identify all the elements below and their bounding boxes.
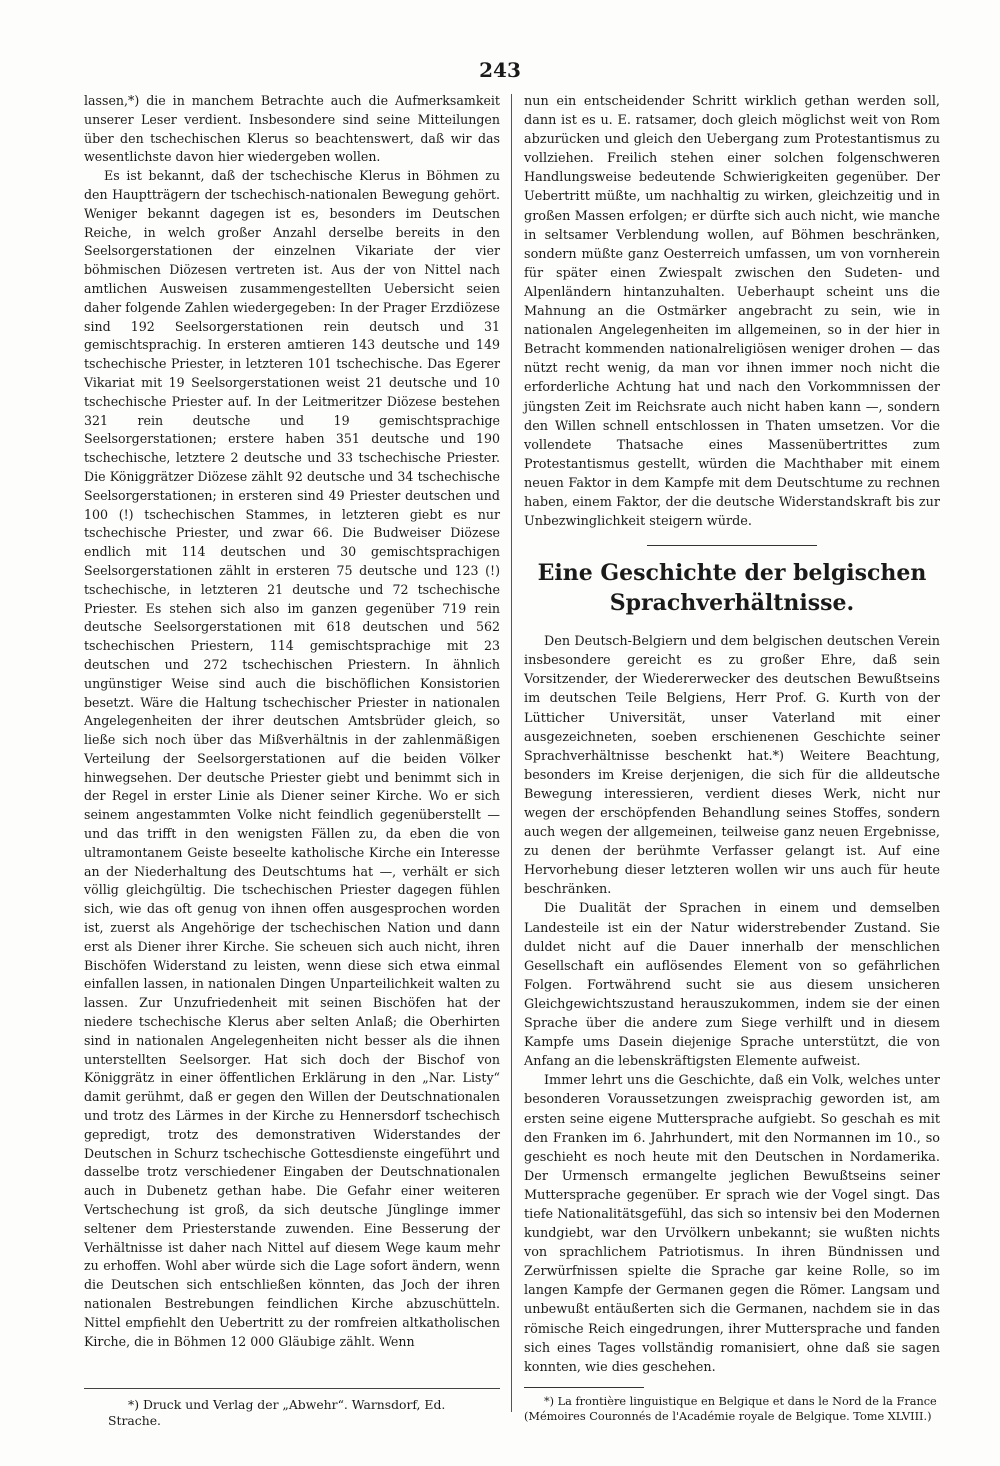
right-paragraph-1: Den Deutsch-Belgiern und dem belgischen deutschen Verein insbesondere gereicht es zu großer Ehre, daß sein Vorsitzender, der Wiedererwecker des deutschen Bewußtseins im deutschen Teile Belgiens, Herr Prof. G. Kurth von der Lütticher Universität, unser Vaterland mit einer ausgezeichneten, soeben erschienenen Geschichte seiner Sprachverhältnisse beschenkt hat.*) Weitere Beachtung, besonders im Kreise derjenigen, die sich für die alldeutsche Bewegung interessieren, verdient dieses Werk, nicht nur wegen der erschöpfenden Behandlung seines Stoffes, sondern auch wegen der allgemeinen, teilweise ganz neuen Ergebnisse, zu denen der berühmte Verfasser gelangt ist. Auf eine Hervorhebung dieser letzteren wollen wir uns auch für heute beschränken. <box>524 634 940 898</box>
right-paragraph-2: Die Dualität der Sprachen in einem und demselben Landesteile ist ein der Natur widerstrebender Zustand. Sie duldet nicht auf die Dauer innerhalb der menschlichen Gesellschaft ein auflösendes Element von so gefährlichen Folgen. Fortwährend sucht sie aus diesem unsicheren Gleichgewichtszustand herauszukommen, indem sie der einen Sprache über die andere zum Siege verhilft und in diesem Kampfe ums Dasein diejenige Sprache unterstützt, die von Anfang an die lebenskräftigsten Elemente aufweist. <box>524 901 940 1070</box>
page-number: 243 <box>479 58 521 82</box>
left-footnote-rule <box>84 1388 500 1389</box>
column-divider <box>511 94 512 1412</box>
footnote-rule <box>524 1387 644 1388</box>
headline-line-2: Sprachverhältnisse. <box>609 590 855 617</box>
right-column <box>524 92 940 1424</box>
left-column <box>84 92 500 1351</box>
left-footnote: *) Druck und Verlag der „Abwehr“. Warnsdorf, Ed. Strache. <box>108 1397 446 1428</box>
right-footnote: *) La frontière linguistique en Belgique et dans le Nord de la France (Mémoires Couronnés de l'Académie royale de Belgique. Tome XLVIII.) <box>524 1394 937 1423</box>
headline-line-1: Eine Geschichte der belgischen <box>537 560 927 587</box>
left-paragraph-1: lassen,*) die in manchem Betrachte auch die Aufmerksamkeit unserer Leser verdient. Insbesondere sind seine Mitteilungen über den tschechischen Klerus so beachtenswert, daß wir das wesentlichste davon hier wiedergeben wollen. <box>84 93 500 165</box>
headline-rule <box>647 545 817 546</box>
right-intro-paragraph: nun ein entscheidender Schritt wirklich gethan werden soll, dann ist es u. E. ratsamer, doch gleich möglichst weit von Rom abzurücken und gleich den Uebergang zum Protestantismus zu vollziehen. Freilich stehen einer solchen folgenschweren Handlungsweise bedeutende Schwierigkeiten gegenüber. Der Uebertritt müßte, um nachhaltig zu wirken, gleichzeitig und in großen Massen erfolgen; er dürfte sich auch nicht, wie manche in seltsamer Verblendung wollen, auf Böhmen beschränken, sondern müßte ganz Oesterreich umfassen, um von vornherein für später einen Zwiespalt zwischen den Sudeten- und Alpenländern hintanzuhalten. Ueberhaupt scheint uns die Mahnung an die Ostmärker angebracht zu sein, wie in nationalen Angelegenheiten im allgemeinen, so in der hier in Betracht kommenden nationalreligiösen weniger drohen — das nützt recht wenig, da man vor ihnen immer noch nicht die erforderliche Achtung hat und nach den Vorkommnissen der jüngsten Zeit im Reichsrate auch nicht haben kann —, sondern den Willen schnell entschlossen in Thaten umsetzen. Vor die vollendete Thatsache eines Massenübertrittes zum Protestantismus gestellt, würden die Machthaber mit einem neuen Faktor in dem Kampfe mit dem Deutschtume zu rechnen haben, einem Faktor, der die deutsche Widerstandskraft bis zur Unbezwinglichkeit steigern würde. <box>524 94 940 530</box>
right-paragraph-3: Immer lehrt uns die Geschichte, daß ein Volk, welches unter besonderen Voraussetzungen zweisprachig geworden ist, am ersten seine eigene Muttersprache aufgiebt. So geschah es mit den Franken im 6. Jahrhundert, mit den Normannen im 10., so geschieht es noch heute mit den Deutschen in Nordamerika. Der Urmensch ermangelte jeglichen Bewußtseins seiner Muttersprache gegenüber. Er sprach wie der Vogel singt. Das tiefe Nationalitätsgefühl, das sich so intensiv bei den Modernen kundgiebt, war den Urvölkern unbekannt; sie wußten nichts von sprachlichem Patriotismus. In ihren Bündnissen und Zerwürfnissen spielte die Sprache gar keine Rolle, so im langen Kampfe der Germanen gegen die Römer. Langsam und unbewußt entäußerten sich die Germanen, nachdem sie in das römische Reich eingedrungen, ihrer Muttersprache und fanden sich eines Tages vollständig romanisiert, ohne daß sie sagen konnten, wie dies geschehen. <box>524 1073 940 1375</box>
left-paragraph-2: Es ist bekannt, daß der tschechische Klerus in Böhmen zu den Hauptträgern der tschechisch-nationalen Bewegung gehört. Weniger bekannt dagegen ist es, besonders im Deutschen Reiche, in welch großer Anzahl derselbe bereits in den Seelsorgerstationen der einzelnen Vikariate der vier böhmischen Diözesen vertreten ist. Aus der von Nittel nach amtlichen Ausweisen zusammengestellten Uebersicht seien daher folgende Zahlen wiedergegeben: In der Prager Erzdiözese sind 192 Seelsorgerstationen rein deutsch und 31 gemischtsprachig. In ersteren amtieren 143 deutsche und 149 tschechische Priester, in letzteren 101 tschechische. Das Egerer Vikariat mit 19 Seelsorgerstationen weist 21 deutsche und 10 tschechische Priester auf. In der Leitmeritzer Diözese bestehen 321 rein deutsche und 19 gemischtsprachige Seelsorgerstationen; erstere haben 351 deutsche und 190 tschechische, letztere 2 deutsche und 33 tschechische Priester. Die Königgrätzer Diözese zählt 92 deutsche und 34 tschechische Seelsorgerstationen; in ersteren sind 49 Priester deutschen und 100 (!) tschechischen Stammes, in letzteren giebt es nur tschechische Priester, und zwar 66. Die Budweiser Diözese endlich mit 114 deutschen und 30 gemischtsprachigen Seelsorgerstationen zählt in ersteren 75 deutsche und 123 (!) tschechische, in letzteren 21 deutsche und 72 tschechische Priester. Es stehen sich also im ganzen gegenüber 719 rein deutsche Seelsorgerstationen mit 618 deutschen und 562 tschechischen Priestern, 114 gemischtsprachige mit 23 deutschen und 272 tschechischen Priestern. In ähnlich ungünstiger Weise sind auch die bischöflichen Konsistorien besetzt. Wäre die Haltung tschechischer Priester in nationalen Angelegenheiten der ihrer deutschen Amtsbrüder gleich, so ließe sich noch über das Mißverhältnis in der zahlenmäßigen Verteilung der Seelsorgerstationen auf die beiden Völker hinwegsehen. Der deutsche Priester giebt und benimmt sich in der Regel in erster Linie als Diener seiner Kirche. Wo er sich seinem angestammten Volke nicht feindlich gegenüberstellt — und das trifft in den wenigsten Fällen zu, da eben die von ultramontanem Geiste beseelte katholische Kirche ein Interesse an der Niederhaltung des Deutschtums hat —, verhält er sich völlig gleichgültig. Die tschechischen Priester dagegen fühlen sich, wie das oft genug von ihnen offen ausgesprochen worden ist, zuerst als Angehörige der tschechischen Nation und dann erst als Diener ihrer Kirche. Sie scheuen sich auch nicht, ihren Bischöfen Widerstand zu leisten, wenn diese sich etwa einmal einfallen lassen, in nationalen Dingen Unparteilichkeit walten zu lassen. Zur Unzufriedenheit mit seinen Bischöfen hat der niedere tschechische Klerus aber selten Anlaß; die Oberhirten sind in nationalen Angelegenheiten nicht besser als die ihnen unterstellten Seelsorger. Hat sich doch der Bischof von Königgrätz in einer öffentlichen Erklärung in den „Nar. Listy“ damit gerühmt, daß er gegen den Willen der Deutschnationalen und trotz des Lärmes in der Kirche zu Hennersdorf tschechisch gepredigt, trotz des demonstrativen Widerstandes der Deutschen in Schurz tschechische Gottesdienste eingeführt und dasselbe trotz verschiedener Eingaben der Deutschnationalen auch in Dubenetz gethan habe. Die Gefahr einer weiteren Vertschechung ist groß, da sich deutsche Jünglinge immer seltener dem Priesterstande zuwenden. Eine Besserung der Verhältnisse ist daher nach Nittel auf diesem Wege kaum mehr zu erhoffen. Wohl aber würde sich die Lage sofort ändern, wenn die Deutschen sich entschließen könnten, das Joch der ihren nationalen Bestrebungen feindlichen Kirche abzuschütteln. Nittel empfiehlt den Uebertritt zu der romfreien altkatholischen Kirche, die in Böhmen 12 000 Gläubige zählt. Wenn <box>84 168 500 1349</box>
article-headline <box>524 558 940 618</box>
